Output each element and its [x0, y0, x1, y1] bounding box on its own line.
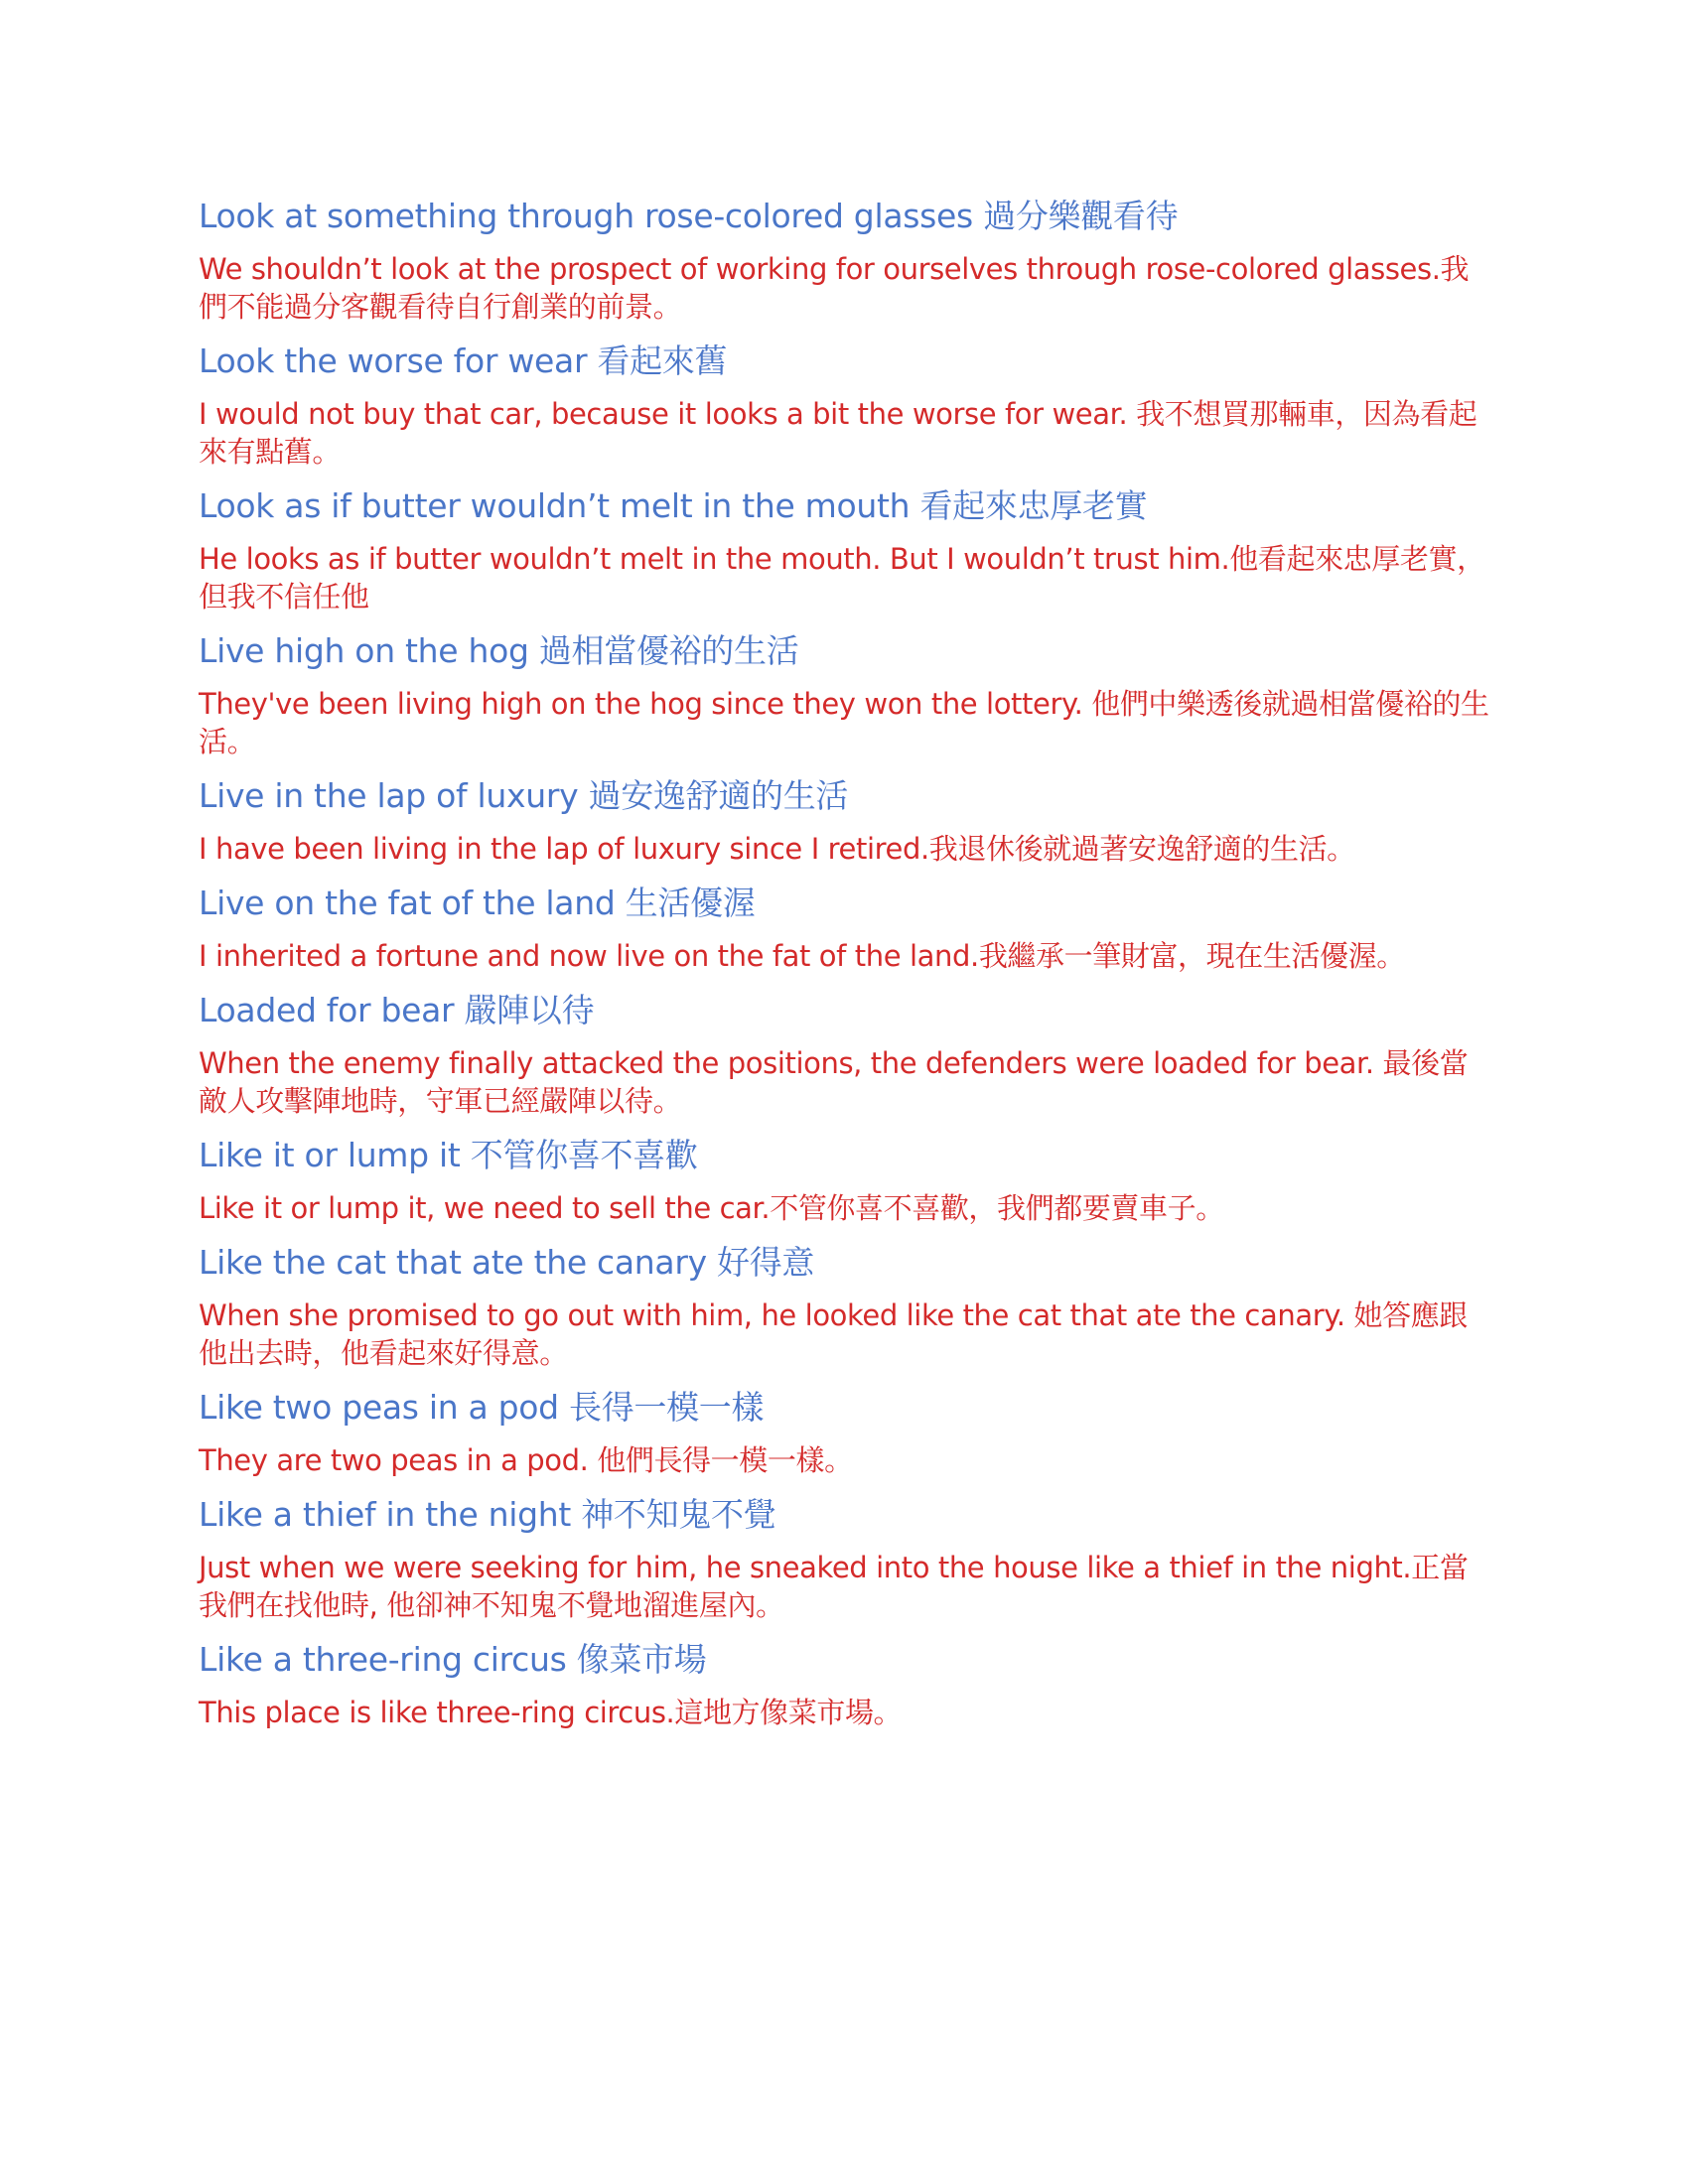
idiom-phrase: Look the worse for wear 看起來舊 [199, 341, 728, 380]
idiom-example: We shouldn’t look at the prospect of working for ourselves through rose-colored glasses.我們不能過分客觀看待自行創業的前景。 [199, 252, 1470, 324]
idiom-example: When the enemy finally attacked the positions, the defenders were loaded for bear. 最後當敵人攻擊陣地時，守軍已經嚴陣以待。 [199, 1046, 1469, 1118]
idiom-phrase: Live high on the hog 過相當優裕的生活 [199, 631, 799, 670]
idiom-phrase: Live in the lap of luxury 過安逸舒適的生活 [199, 776, 849, 815]
idiom-entry [199, 195, 1489, 326]
idiom-example: This place is like three-ring circus.這地方像菜市場。 [199, 1696, 903, 1729]
idiom-example: I inherited a fortune and now live on the fat of the land.我繼承一筆財富，現在生活優渥。 [199, 939, 1405, 973]
idiom-entry [199, 1493, 1489, 1624]
idiom-example: They've been living high on the hog since they won the lottery. 他們中樂透後就過相當優裕的生活。 [199, 687, 1489, 758]
idiom-phrase: Look as if butter wouldn’t melt in the mouth 看起來忠厚老實 [199, 486, 1148, 525]
idiom-entry [199, 882, 1489, 975]
idiom-entry [199, 774, 1489, 868]
idiom-phrase: Live on the fat of the land 生活優渥 [199, 884, 756, 922]
idiom-entry [199, 629, 1489, 760]
idiom-entry [199, 1241, 1489, 1372]
idiom-phrase: Like it or lump it 不管你喜不喜歡 [199, 1136, 698, 1174]
idiom-example: I would not buy that car, because it looks a bit the worse for wear. 我不想買那輛車，因為看起來有點舊。 [199, 397, 1477, 469]
idiom-entry [199, 989, 1489, 1120]
idiom-entry [199, 484, 1489, 615]
idiom-phrase: Like two peas in a pod 長得一模一樣 [199, 1388, 765, 1427]
idiom-entry [199, 1134, 1489, 1227]
idiom-example: I have been living in the lap of luxury since I retired.我退休後就過著安逸舒適的生活。 [199, 832, 1355, 866]
idiom-phrase: Like a three-ring circus 像菜市場 [199, 1640, 707, 1679]
idiom-entry [199, 1638, 1489, 1731]
idiom-example: When she promised to go out with him, he looked like the cat that ate the canary. 她答應跟他出去時，他看起來好得意。 [199, 1298, 1468, 1370]
idiom-example: Like it or lump it, we need to sell the car.不管你喜不喜歡，我們都要賣車子。 [199, 1191, 1224, 1225]
idiom-phrase: Loaded for bear 嚴陣以待 [199, 991, 595, 1029]
idiom-phrase: Look at something through rose-colored glasses 過分樂觀看待 [199, 197, 1179, 235]
idiom-entry [199, 1386, 1489, 1479]
idiom-phrase: Like the cat that ate the canary 好得意 [199, 1243, 815, 1282]
idiom-entry [199, 340, 1489, 471]
idiom-example: He looks as if butter wouldn’t melt in the mouth. But I wouldn’t trust him.他看起來忠厚老實，但我不信任他 [199, 542, 1485, 614]
idiom-phrase: Like a thief in the night 神不知鬼不覺 [199, 1495, 776, 1534]
idiom-example: They are two peas in a pod. 他們長得一模一樣。 [199, 1443, 853, 1477]
idiom-example: Just when we were seeking for him, he sneaked into the house like a thief in the night.正當我們在找他時, 他卻神不知鬼不覺地溜進屋內。 [199, 1551, 1469, 1622]
idiom-list [199, 195, 1489, 1745]
